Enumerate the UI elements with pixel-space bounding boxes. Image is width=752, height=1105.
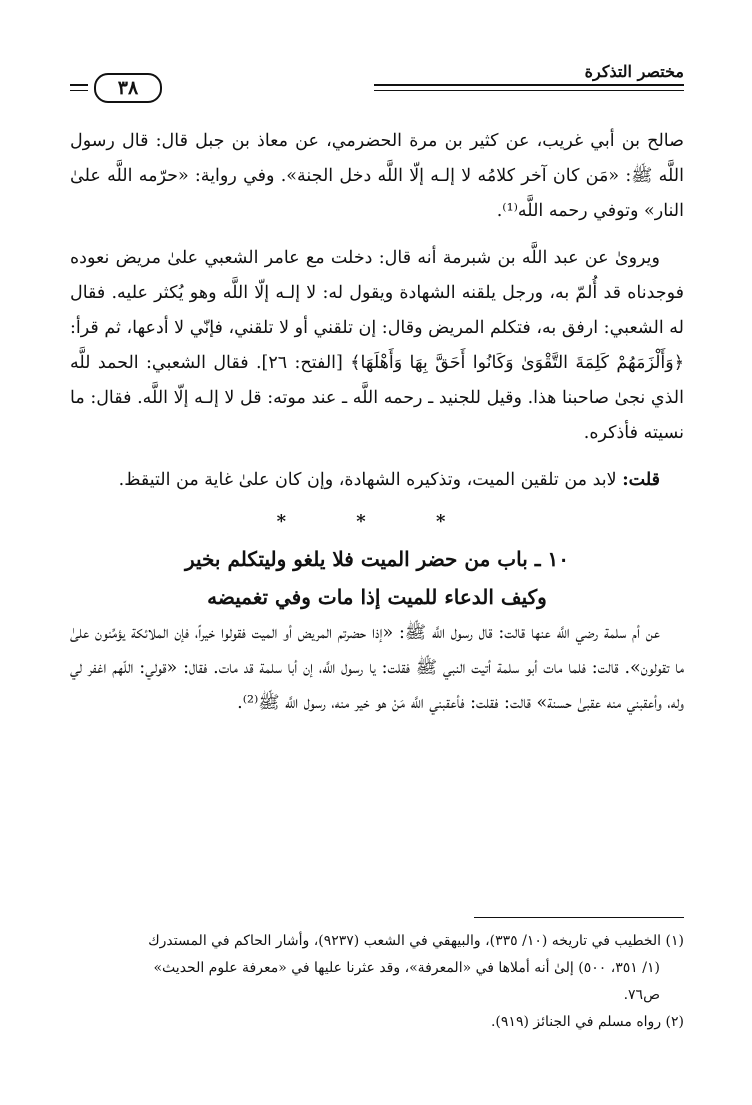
footnotes bbox=[70, 928, 684, 1036]
chapter-title-line-2: وكيف الدعاء للميت إذا مات وفي تغميضه bbox=[207, 585, 547, 609]
footnote-1-line-3: ص٧٦. bbox=[623, 987, 660, 1003]
chapter-title-line-1: ١٠ ـ باب من حضر الميت فلا يلغو وليتكلم بخير bbox=[184, 547, 570, 571]
note-label: قلت: bbox=[622, 470, 660, 490]
paragraph-gap bbox=[70, 229, 684, 241]
footnote-1-line-1: (١) الخطيب في تاريخه (١٠/ ٣٣٥)، والبيهقي في الشعب (٩٢٣٧)، وأشار الحاكم في المستدرك bbox=[148, 933, 684, 949]
book-page bbox=[70, 0, 684, 1105]
note-text: لابد من تلقين الميت، وتذكيره الشهادة، وإن كان علىٰ غاية من التيقظ. bbox=[118, 470, 623, 490]
paragraph-1: صالح بن أبي غريب، عن كثير بن مرة الحضرمي، عن معاذ بن جبل قال: قال رسول اللَّه ﷺ: «مَن كان آخر كلامُه لا إلـه إلّا اللَّه دخل الجنة». وفي رواية: «حرّمه اللَّه علىٰ النار» وتوفي رحمه اللَّه⁽¹⁾. bbox=[70, 131, 684, 221]
page-number: ٣٨ bbox=[94, 73, 162, 103]
paragraph-gap bbox=[70, 451, 684, 463]
section-separator: * * * bbox=[276, 511, 478, 532]
footnote-divider bbox=[474, 917, 684, 918]
header-rule-left bbox=[70, 84, 88, 91]
running-title: مختصر التذكرة bbox=[584, 62, 684, 81]
footnote-2: (٢) رواه مسلم في الجنائز (٩١٩). bbox=[490, 1014, 684, 1030]
paragraph-2: ويروىٰ عن عبد اللَّه بن شبرمة أنه قال: دخلت مع عامر الشعبي علىٰ مريض نعوده فوجدناه قد أُلمّ به، ورجل يلقنه الشهادة ويقول له: لا إلـه إلّا اللَّه وهو يُكثر عليه. فقال له الشعبي: ارفق به، فتكلم المريض وقال: إن تلقني أو لا تلقني، فإنّي لا أدعها، ثم قرأ: ﴿وَأَلْزَمَهُمْ كَلِمَةَ التَّقْوَىٰ وَكَانُوا أَحَقَّ بِهَا وَأَهْلَهَا﴾ [الفتح: ٢٦]. فقال الشعبي: الحمد للَّه الذي نجىٰ صاحبنا هذا. وقيل للجنيد ـ رحمه اللَّه ـ عند موته: قل لا إلـه إلّا اللَّه. فقال: ما نسيته فأذكره. bbox=[70, 248, 684, 443]
chapter-paragraph-1: عن أم سلمة رضي اللَّه عنها قالت: قال رسول اللَّه ﷺ: «إذا حضرتم المريض أو الميت فقولوا خيراً، فإن الملائكة يؤمِّنون علىٰ ما تقولون». قالت: فلما مات أبو سلمة أتيت النبي ﷺ فقلت: يا رسول اللَّه، إن أبا سلمة قد مات. فقال: «قولي: اللّهم اغفر لي وله، وأعقبني منه عقبىٰ حسنة» قالت: فقلت: فأعقبني اللَّه مَنْ هو خير منه، رسول اللَّه ﷺ⁽²⁾. bbox=[70, 623, 684, 713]
header-rule-right bbox=[374, 84, 684, 91]
main-text bbox=[70, 124, 684, 721]
paragraph-3 bbox=[70, 463, 684, 498]
footnote-1-line-2: (١/ ٣٥١، ٥٠٠) إلىٰ أنه أملاها في «المعرفة»، وقد عثرنا عليها في «معرفة علوم الحديث» bbox=[153, 960, 660, 976]
